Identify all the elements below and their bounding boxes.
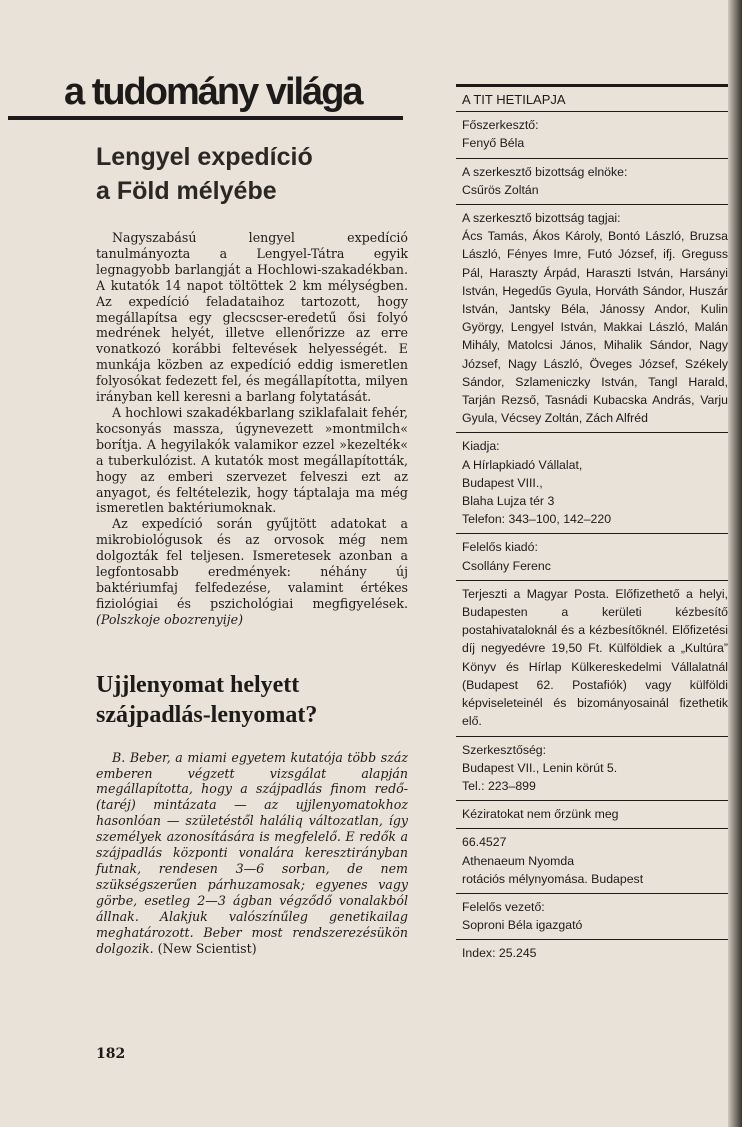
board-chair-block (456, 159, 728, 205)
masthead (456, 84, 728, 968)
article1-body (96, 230, 408, 628)
distribution-text: Terjeszti a Magyar Posta. Előfizethető a helyi, Budapesten a kerületi kézbesítő postahivataloknál és a kézbesítőknél. Előfizetési díj negyedévre 19,50 Ft. Külföldiek a „Kultúra” Könyv és Hírlap Külkereskedelmi Vállalatnál (Budapest 62. Postafiók) vagy külföldi képviseleteinél és bizományosainál fizethetik elő. (462, 586, 728, 729)
article1-title-line1: Lengyel expedíció (96, 143, 313, 171)
responsible-publisher-name: Csollány Ferenc (462, 558, 551, 573)
printer-name: Athenaeum Nyomda (462, 853, 575, 868)
print-number: 66.4527 (462, 835, 507, 850)
article-column (96, 140, 408, 956)
index-number: Index: 25.245 (462, 946, 537, 961)
article1-paragraph-1: Nagyszabású lengyel expedíció tanulmányozta a Lengyel-Tátra egyik legnagyobb barlangját a Hochlowi-szakadékban. A kutatók 14 napot töltöttek 2 km mélységben. Az expedíció feladataihoz tartozott, hogy megállapítsa egy glecscser-eredetű ősi folyó medrének helyét, illetve ellenőrizze az erre vonatkozó korábbi feltevések helyességét. E munkája közben az expedíció eddig ismeretlen folyosókat fedezett fel, és megállapította, milyen irányban kell keresni a barlang folytatását. (96, 230, 408, 405)
article1-title-line2: a Föld mélyébe (96, 177, 277, 205)
board-members-list: Ács Tamás, Ákos Károly, Bontó László, Bruzsa László, Fényes Imre, Futó József, ifj. Greguss Pál, Haraszty Árpád, Haraszti István, Harsányi István, Hegedűs Gyula, Horváth Sándor, Huszár István, Jantsky Béla, Jánossy Andor, Kulin György, Lengyel István, Makkai László, Malán Mihály, Matolcsi János, Mihalik Sándor, Nagy József, Nagy László, Öveges József, Székely Sándor, Szlameniczky István, Tangl Harald, Tarján Rezső, Tasnádi Kubacska András, Varju Gyula, Vécsey Zoltán, Zách Alfréd (462, 229, 728, 426)
article2-title (96, 670, 408, 730)
manager-label: Felelős vezető: (462, 899, 545, 914)
editor-label: Főszerkesztő: (462, 118, 539, 133)
article2-source: (New Scientist) (157, 940, 257, 956)
board-chair-name: Csűrös Zoltán (462, 182, 539, 197)
section-title: a tudomány világa (64, 71, 362, 113)
editorial-office-address: Budapest VII., Lenin körút 5. (462, 760, 618, 775)
printer-desc: rotációs mélynyomása. Budapest (462, 871, 644, 886)
page-edge (728, 0, 742, 1127)
responsible-publisher-label: Felelős kiadó: (462, 540, 538, 555)
article2-body (96, 750, 408, 957)
article1-paragraph-3 (96, 516, 408, 627)
article1-paragraph-3-text: Az expedíció során gyűjtött adatokat a mikrobiológusok és az orvosok még nem dolgozták fel teljesen. Ismeretesek azonban a legfontosabb eredmények: néhány új baktériumfaj felfedezése, valamint értékes fiziológiai és pszichológiai megfigyelések. (96, 516, 408, 611)
article1-paragraph-2: A hochlowi szakadékbarlang sziklafalait fehér, kocsonyás massza, úgynevezett »montmilch« borítja. A hegyilakók valamikor ezzel »kezelték« a tuberkulózist. A kutatók most megállapították, hogy az emberi szervezet felveszi ezt az anyagot, és feltételezik, hogy táptalaja ma még ismeretlen baktériumoknak. (96, 404, 408, 516)
publisher-phone: Telefon: 343–100, 142–220 (462, 512, 612, 527)
article1-title (96, 140, 408, 208)
section-rule (8, 116, 403, 120)
editorial-office-phone: Tel.: 223–899 (462, 778, 536, 793)
manuscripts-note: Kéziratokat nem őrzünk meg (462, 807, 619, 822)
editor-name: Fenyő Béla (462, 136, 525, 151)
printer-block (456, 829, 728, 894)
board-members-label: A szerkesztő bizottság tagjai: (462, 211, 621, 226)
editorial-office-label: Szerkesztőség: (462, 742, 547, 757)
page-number: 182 (96, 1046, 126, 1062)
manager-name: Soproni Béla igazgató (462, 918, 583, 933)
manager-block (456, 894, 728, 940)
editor-block (456, 112, 728, 158)
publisher-city: Budapest VIII., (462, 475, 543, 490)
masthead-heading: A TIT HETILAPJA (456, 84, 728, 112)
publisher-name: A Hírlapkiadó Vállalat, (462, 457, 583, 472)
distribution-block (456, 581, 728, 737)
publisher-block (456, 433, 728, 534)
publisher-label: Kiadja: (462, 439, 500, 454)
publisher-street: Blaha Lujza tér 3 (462, 494, 555, 509)
board-members-block (456, 205, 728, 433)
index-block (456, 940, 728, 967)
manuscripts-block (456, 801, 728, 829)
article2-body-text: B. Beber, a miami egyetem kutatója több száz emberen végzett vizsgálat alapján megállapította, hogy a szájpadlás finom redő- (taréj) mintázata — az ujjlenyomatokhoz hasonlóan — születéstől haláliq változatlan, így személyek azonosítására is megfelelő. E redők a szájpadlás központi vonalára keresztirányban futnak, rendesen 3—6 sorban, de nem szükségszerűen párhuzamosak; egyenes vagy görbe, esetleg 2—3 ágban végződő vonalakból állnak. Alakjuk valószínűleg genetikailag meghatározott. Beber most rendszerezésükön dolgozik. (96, 749, 408, 956)
article2-title-line2: szájpadlás-lenyomat? (96, 701, 318, 728)
editorial-office-block (456, 737, 728, 802)
responsible-publisher-block (456, 534, 728, 580)
board-chair-label: A szerkesztő bizottság elnöke: (462, 164, 628, 179)
article2-title-line1: Ujjlenyomat helyett (96, 671, 300, 698)
article1-source: (Polszkoje obozrenyije) (96, 611, 244, 627)
